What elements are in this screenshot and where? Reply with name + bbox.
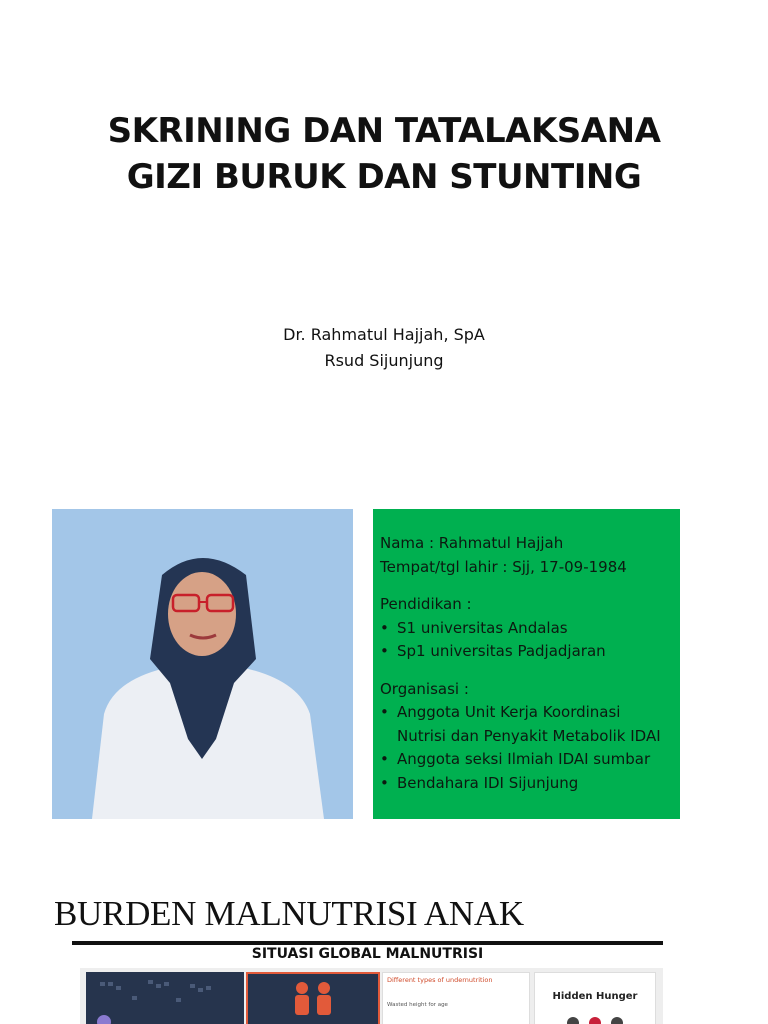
bio-name: Nama : Rahmatul Hajjah [380,534,564,552]
education-label: Pendidikan : [380,595,472,613]
education-list [380,617,672,664]
organization-item: • Anggota seksi Ilmiah IDAI sumbar [380,748,672,772]
infographic-body [80,968,663,1024]
undernutrition-types-panel [382,972,530,1024]
education-item: • Sp1 universitas Padjadjaran [380,640,672,664]
children-panel [246,972,380,1024]
hidden-hunger-panel [534,972,656,1024]
organization-item: • Bendahara IDI Sijunjung [380,772,672,796]
organization-item: • Anggota Unit Kerja Koordinasi Nutrisi dan Penyakit Metabolik IDAI [380,701,672,748]
types-subtitle: Wasted height for age [387,1002,448,1008]
section-heading: BURDEN MALNUTRISI ANAK [54,894,524,933]
presenter-affiliation: Rsud Sijunjung [324,351,444,370]
infographic-banner [72,941,663,1024]
world-map-icon [86,972,244,1024]
slide-title [0,108,768,200]
infographic-title: SITUASI GLOBAL MALNUTRISI [251,946,484,962]
bio-panel [373,509,680,819]
figures-icon [535,1011,655,1024]
presenter-block [0,322,768,374]
presenter-photo [52,509,353,819]
spacer [380,579,672,593]
organization-label: Organisasi : [380,679,469,698]
children-icon [248,974,378,1024]
hidden-hunger-label: Hidden Hunger [552,991,638,1002]
title-line-1: SKRINING DAN TATALAKSANA [107,111,661,151]
title-line-2: GIZI BURUK DAN STUNTING [126,157,642,197]
portrait-illustration [52,509,353,819]
presenter-name: Dr. Rahmatul Hajjah, SpA [283,325,485,344]
world-map-panel [86,972,244,1024]
banner-top-bar [72,941,663,945]
education-item: • S1 universitas Andalas [380,617,672,641]
spacer [380,664,672,678]
types-title: Different types of undernutrition [387,976,493,984]
bio-birth: Tempat/tgl lahir : Sjj, 17-09-1984 [380,557,627,576]
organization-list [380,701,672,795]
